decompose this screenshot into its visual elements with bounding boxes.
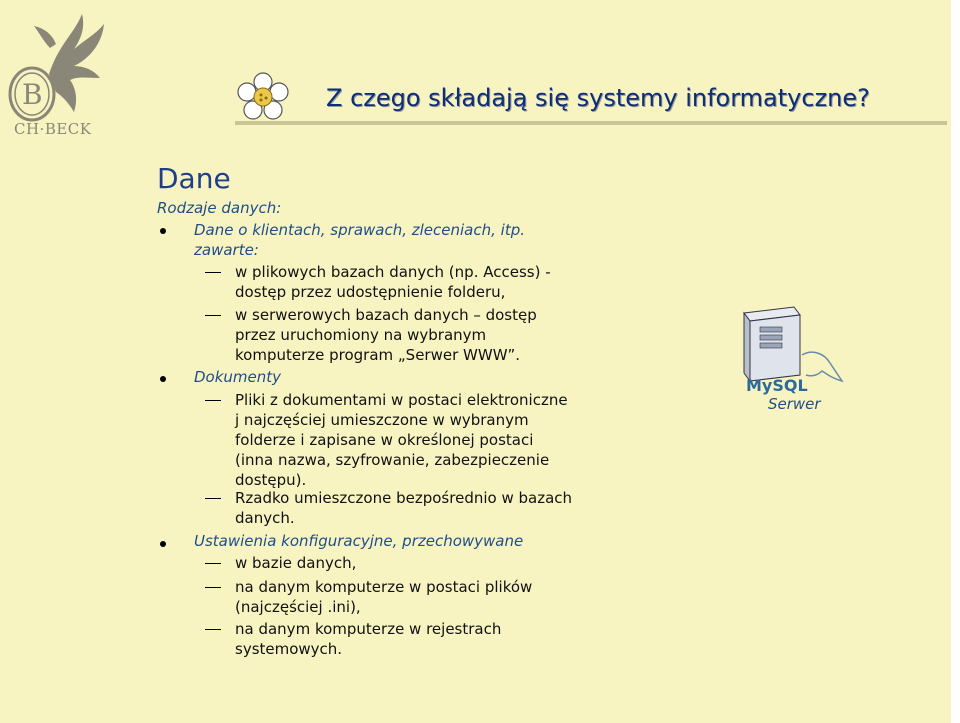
line: w plikowych bazach danych (np. Access) -: [235, 263, 551, 281]
flower-icon: [235, 72, 291, 120]
line: dostęp przez udostępnienie folderu,: [235, 283, 506, 301]
bullet-2-label: Dokumenty: [194, 368, 282, 386]
line: komputerze program „Serwer WWW”.: [235, 346, 521, 364]
line: danych.: [235, 509, 295, 527]
dash-marker: [205, 587, 221, 588]
line: Rzadko umieszczone bezpośrednio w bazach: [235, 489, 573, 507]
line: w serwerowych bazach danych – dostęp: [235, 306, 537, 324]
bullet-dot: [160, 228, 166, 234]
dash-marker: [205, 400, 221, 401]
line: dostępu).: [235, 471, 307, 489]
sub-item-b1-2: [235, 305, 615, 365]
dash-marker: [205, 629, 221, 630]
bullet-dot: [160, 376, 166, 382]
sub-item-b3-2: [235, 577, 615, 617]
title-underline: [235, 121, 947, 125]
line: w bazie danych,: [235, 554, 357, 572]
dash-marker: [205, 563, 221, 564]
line: folderze i zapisane w określonej postaci: [235, 431, 534, 449]
dash-marker: [205, 498, 221, 499]
sub-item-b3-3: [235, 619, 615, 659]
bullet-1-label: Dane o klientach, sprawach, zleceniach, itp. zawarte:: [194, 221, 525, 259]
mysql-brand: MySQL: [746, 376, 808, 395]
right-edge: [951, 0, 960, 723]
bullet-dot: [160, 541, 166, 547]
svg-text:B: B: [22, 78, 43, 111]
bullet-3-label: Ustawienia konfiguracyjne, przechowywane: [194, 532, 524, 550]
logo-text: CH·BECK: [14, 120, 92, 138]
sub-item-b2-1: [235, 390, 615, 490]
slide-title: Z czego składają się systemy informatyczne?: [326, 84, 870, 112]
sub-item-b3-1: [235, 553, 615, 573]
line: na danym komputerze w rejestrach: [235, 620, 502, 638]
server-caption: Serwer: [768, 395, 821, 413]
line: systemowych.: [235, 640, 343, 658]
line: j najczęściej umieszczone w wybranym: [235, 411, 529, 429]
dash-marker: [205, 272, 221, 273]
subheading: Rodzaje danych:: [157, 199, 282, 217]
line: na danym komputerze w postaci plików: [235, 578, 533, 596]
sub-item-b2-2: [235, 488, 615, 528]
sub-item-b1-1: [235, 262, 615, 302]
line: przez uruchomiony na wybranym: [235, 326, 487, 344]
line: (inna nazwa, szyfrowanie, zabezpieczenie: [235, 451, 550, 469]
line: Pliki z dokumentami w postaci elektroniczne: [235, 391, 568, 409]
dash-marker: [205, 315, 221, 316]
section-heading: Dane: [157, 162, 231, 195]
line: (najczęściej .ini),: [235, 598, 361, 616]
